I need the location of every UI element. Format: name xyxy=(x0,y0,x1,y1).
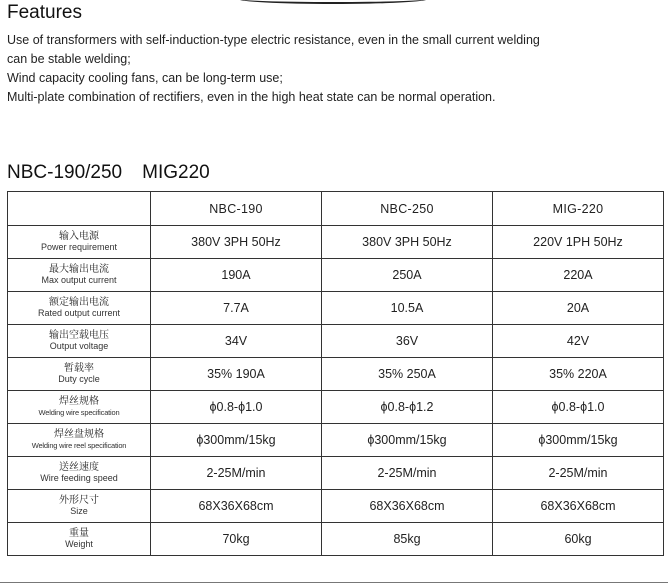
models-heading-series: NBC-190/250 xyxy=(7,162,123,183)
table-cell: 2-25M/min xyxy=(493,457,664,490)
table-cell: 220A xyxy=(493,259,664,292)
spec-table-header-row xyxy=(8,192,664,226)
table-row xyxy=(8,391,664,424)
row-label-english: Rated output current xyxy=(37,308,121,318)
table-cell: 68X36X68cm xyxy=(322,490,493,523)
row-label-cell xyxy=(8,457,151,490)
row-label-english: Weight xyxy=(65,539,93,549)
row-label-cell xyxy=(8,523,151,556)
row-label-chinese: 额定输出电流 xyxy=(49,297,109,308)
spec-table xyxy=(7,191,664,556)
table-row xyxy=(8,259,664,292)
table-row xyxy=(8,292,664,325)
table-cell: 70kg xyxy=(151,523,322,556)
models-heading xyxy=(7,162,210,184)
row-label-english: Size xyxy=(70,506,88,516)
table-cell: 68X36X68cm xyxy=(493,490,664,523)
row-label-english: Welding wire reel specification xyxy=(31,441,127,450)
features-line: Use of transformers with self-induction-type electric resistance, even in the small current welding xyxy=(7,33,540,47)
table-cell: ϕ300mm/15kg xyxy=(151,424,322,457)
header-cell-nbc190: NBC-190 xyxy=(151,192,322,226)
row-label-cell xyxy=(8,424,151,457)
row-label-chinese: 送丝速度 xyxy=(59,462,99,473)
table-cell: 10.5A xyxy=(322,292,493,325)
table-row xyxy=(8,523,664,556)
table-row xyxy=(8,490,664,523)
row-label-chinese: 重量 xyxy=(69,528,89,539)
features-description xyxy=(7,31,540,107)
table-cell: 380V 3PH 50Hz xyxy=(151,226,322,259)
table-cell: 380V 3PH 50Hz xyxy=(322,226,493,259)
table-cell: 2-25M/min xyxy=(322,457,493,490)
table-cell: 35% 220A xyxy=(493,358,664,391)
models-heading-mig: MIG220 xyxy=(142,162,210,183)
table-cell: ϕ0.8-ϕ1.0 xyxy=(493,391,664,424)
table-cell: 190A xyxy=(151,259,322,292)
spec-table-body xyxy=(8,226,664,556)
table-cell: 34V xyxy=(151,325,322,358)
table-row xyxy=(8,358,664,391)
table-row xyxy=(8,457,664,490)
features-line: can be stable welding; xyxy=(7,52,131,66)
table-row xyxy=(8,424,664,457)
table-row xyxy=(8,226,664,259)
row-label-english: Wire feeding speed xyxy=(40,473,118,483)
table-cell: ϕ0.8-ϕ1.2 xyxy=(322,391,493,424)
table-cell: 36V xyxy=(322,325,493,358)
table-row xyxy=(8,325,664,358)
features-line: Wind capacity cooling fans, can be long-term use; xyxy=(7,71,283,85)
table-cell: 60kg xyxy=(493,523,664,556)
row-label-english: Output voltage xyxy=(49,341,109,351)
features-line: Multi-plate combination of rectifiers, even in the high heat state can be normal operation. xyxy=(7,90,496,104)
row-label-english: Max output current xyxy=(41,275,117,285)
table-cell: 85kg xyxy=(322,523,493,556)
row-label-chinese: 输出空载电压 xyxy=(49,330,109,341)
table-cell: 35% 190A xyxy=(151,358,322,391)
bottom-divider xyxy=(0,582,668,583)
row-label-cell xyxy=(8,325,151,358)
header-cell-nbc250: NBC-250 xyxy=(322,192,493,226)
row-label-chinese: 焊丝盘规格 xyxy=(54,429,104,440)
header-cell-empty xyxy=(8,192,151,226)
row-label-chinese: 最大输出电流 xyxy=(49,264,109,275)
table-cell: ϕ0.8-ϕ1.0 xyxy=(151,391,322,424)
row-label-cell xyxy=(8,292,151,325)
table-cell: 68X36X68cm xyxy=(151,490,322,523)
row-label-english: Welding wire specification xyxy=(38,408,120,417)
row-label-cell xyxy=(8,490,151,523)
table-cell: 35% 250A xyxy=(322,358,493,391)
row-label-english: Power requirement xyxy=(40,242,118,252)
table-cell: 20A xyxy=(493,292,664,325)
row-label-cell xyxy=(8,226,151,259)
row-label-chinese: 焊丝规格 xyxy=(59,396,99,407)
row-label-chinese: 输入电源 xyxy=(59,231,99,242)
table-cell: ϕ300mm/15kg xyxy=(493,424,664,457)
table-cell: 42V xyxy=(493,325,664,358)
table-cell: 250A xyxy=(322,259,493,292)
header-cell-mig220: MIG-220 xyxy=(493,192,664,226)
features-heading: Features xyxy=(7,2,82,23)
table-cell: 7.7A xyxy=(151,292,322,325)
row-label-english: Duty cycle xyxy=(58,374,100,384)
top-decorative-arc xyxy=(238,0,428,4)
row-label-chinese: 暂载率 xyxy=(64,363,94,374)
row-label-cell xyxy=(8,391,151,424)
table-cell: 220V 1PH 50Hz xyxy=(493,226,664,259)
row-label-cell xyxy=(8,358,151,391)
row-label-cell xyxy=(8,259,151,292)
table-cell: 2-25M/min xyxy=(151,457,322,490)
table-cell: ϕ300mm/15kg xyxy=(322,424,493,457)
row-label-chinese: 外形尺寸 xyxy=(59,495,99,506)
